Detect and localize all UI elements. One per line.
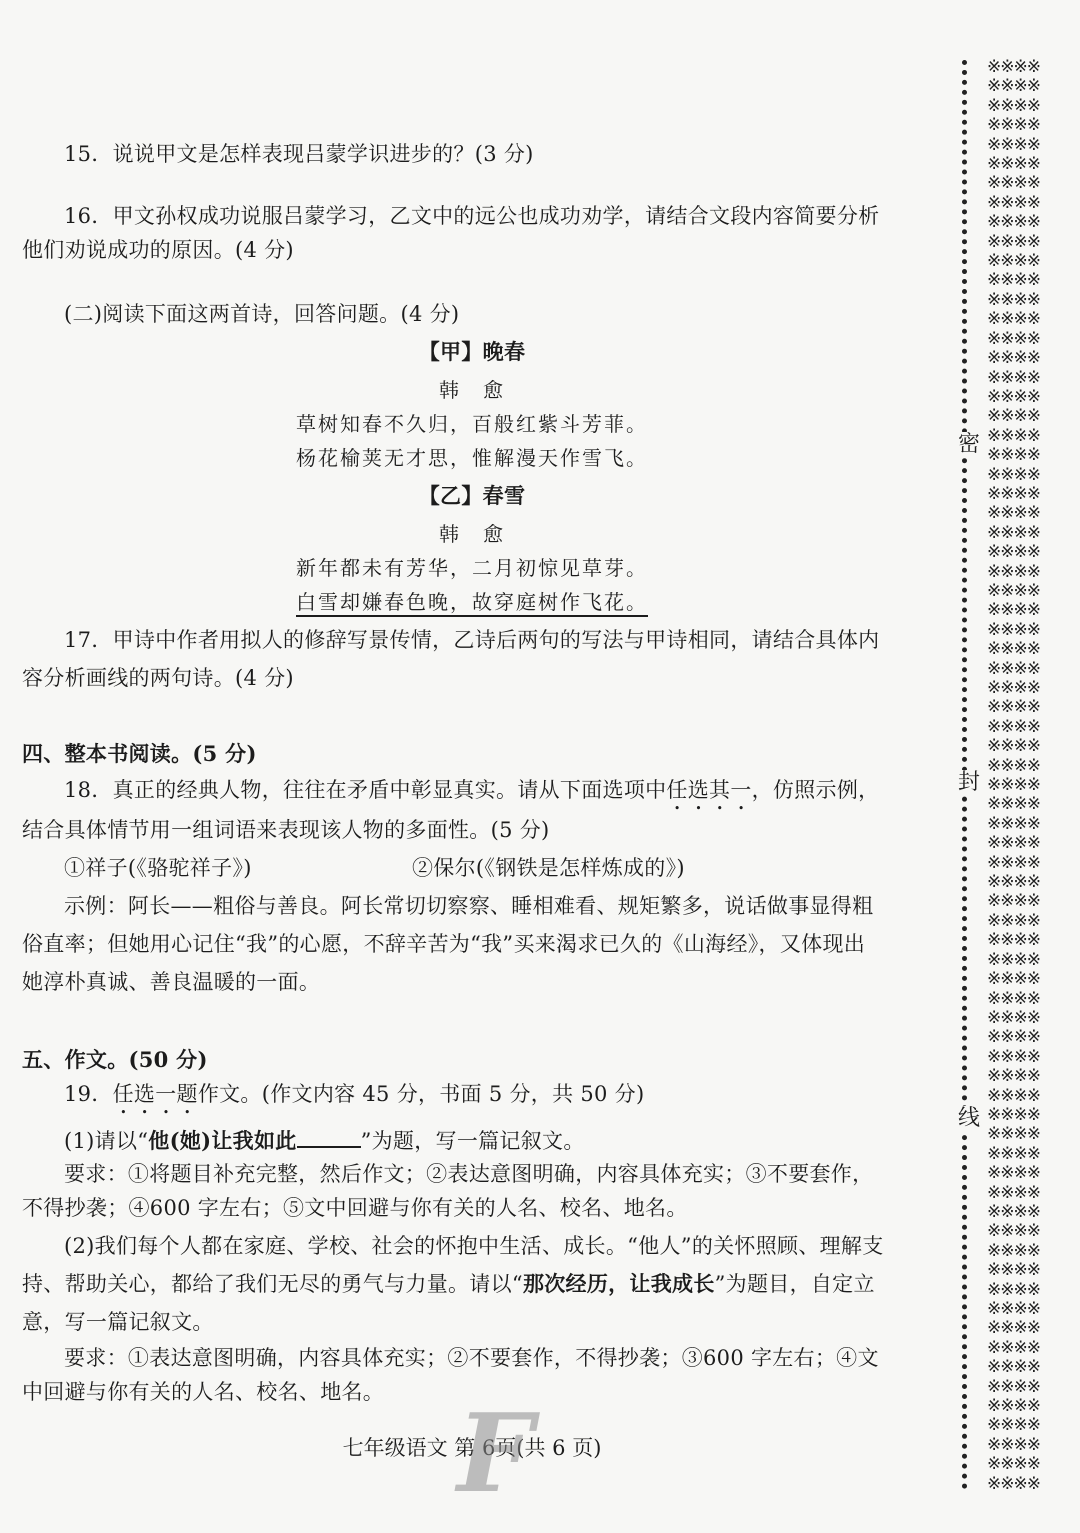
pattern-row: ※※※※ — [987, 173, 1040, 194]
poem-a-author: 韩 愈 — [439, 378, 505, 402]
prompt-2-title: 那次经历，让我成长 — [522, 1271, 715, 1296]
pattern-row: ※※※※ — [987, 58, 1040, 77]
pattern-row: ※※※※ — [987, 1221, 1040, 1242]
poem-b-author: 韩 愈 — [439, 522, 505, 546]
pattern-row: ※※※※ — [987, 386, 1040, 407]
prompt-1-text-b: ”为题，写一篇记叙文。 — [360, 1129, 585, 1153]
question-17-line1: 17．甲诗中作者用拟人的修辞写景传情，乙诗后两句的写法与甲诗相同，请结合具体内 — [64, 628, 880, 652]
pattern-row: ※※※※ — [987, 1473, 1040, 1494]
question-19-number: 19． — [64, 1082, 113, 1106]
pattern-row: ※※※※ — [987, 212, 1040, 233]
pattern-row: ※※※※ — [987, 580, 1040, 601]
pattern-row: ※※※※ — [987, 872, 1040, 893]
pattern-row: ※※※※ — [987, 678, 1040, 698]
prompt-1-text-a: (1)请以“ — [64, 1129, 149, 1153]
pattern-row: ※※※※ — [987, 852, 1040, 873]
poem-a-line1: 草树知春不久归，百般红紫斗芳菲。 — [296, 412, 648, 436]
prompt-2-req-line1: 要求：①表达意图明确，内容具体充实；②不要套作，不得抄袭；③600 字左右；④文 — [64, 1346, 879, 1370]
pattern-row: ※※※※ — [987, 542, 1040, 563]
pattern-row: ※※※※ — [987, 289, 1040, 310]
prompt-1 — [64, 1126, 585, 1155]
option-2-baoer: ②保尔(《钢铁是怎样炼成的》) — [412, 856, 685, 880]
pattern-row: ※※※※ — [987, 251, 1040, 272]
pattern-row: ※※※※ — [987, 367, 1040, 388]
prompt-2-req-line2: 中回避与你有关的人名、校名、地名。 — [22, 1380, 385, 1404]
pattern-row: ※※※※ — [987, 483, 1040, 504]
prompt-1-title: 他(她)让我如此 — [148, 1128, 297, 1153]
pattern-row: ※※※※ — [987, 949, 1040, 970]
pattern-row: ※※※※ — [987, 1396, 1040, 1417]
binding-mark-mi: 密 — [957, 432, 980, 457]
pattern-row: ※※※※ — [987, 988, 1040, 1009]
pattern-row: ※※※※ — [987, 522, 1040, 543]
question-15: 15．说说甲文是怎样表现吕蒙学识进步的？(3 分) — [64, 142, 534, 166]
section-4-heading: 四、整本书阅读。(5 分) — [22, 741, 257, 766]
section-5-heading: 五、作文。(50 分) — [22, 1047, 208, 1072]
pattern-row: ※※※※ — [987, 348, 1040, 369]
pattern-row: ※※※※ — [987, 1454, 1040, 1475]
binding-pattern-column — [987, 58, 1073, 1498]
title-blank — [297, 1126, 361, 1148]
underlined-poem-line: 白雪却嫌春色晚，故穿庭树作飞花。 — [296, 590, 648, 617]
pattern-row: ※※※※ — [987, 639, 1040, 660]
poem-b-line1: 新年都未有芳华，二月初惊见草芽。 — [296, 556, 648, 580]
pattern-row: ※※※※ — [987, 561, 1040, 582]
pattern-row: ※※※※ — [987, 445, 1040, 466]
pattern-row: ※※※※ — [987, 1201, 1040, 1222]
pattern-row: ※※※※ — [987, 969, 1040, 990]
binding-mark-xian: 线 — [957, 1106, 980, 1131]
question-16-line1: 16．甲文孙权成功说服吕蒙学习，乙文中的远公也成功劝学，请结合文段内容简要分析 — [64, 204, 880, 228]
section-2-intro: (二)阅读下面这两首诗，回答问题。(4 分) — [64, 302, 460, 326]
pattern-row: ※※※※ — [987, 425, 1040, 446]
pattern-row: ※※※※ — [987, 794, 1040, 815]
question-16-line2: 他们劝说成功的原因。(4 分) — [22, 238, 294, 262]
page-footer: 七年级语文 第 6页(共 6 页) — [342, 1436, 602, 1460]
pattern-row: ※※※※ — [987, 115, 1040, 136]
pattern-row: ※※※※ — [987, 1434, 1040, 1455]
pattern-row: ※※※※ — [987, 1260, 1040, 1281]
poem-b-line2 — [22, 588, 922, 616]
pattern-row: ※※※※ — [987, 833, 1040, 854]
pattern-row: ※※※※ — [987, 1027, 1040, 1048]
pattern-row: ※※※※ — [987, 697, 1040, 718]
question-18-line1 — [64, 776, 879, 815]
option-1-xiangzi: ①祥子(《骆驼祥子》) — [64, 856, 252, 880]
pattern-row: ※※※※ — [987, 231, 1040, 252]
emphasis-choose-one: 任选其一 — [666, 778, 752, 802]
pattern-row: ※※※※ — [987, 76, 1040, 97]
pattern-row: ※※※※ — [987, 95, 1040, 116]
pattern-row: ※※※※ — [987, 309, 1040, 330]
prompt-2-text-a: 持、帮助关心，都给了我们无尽的勇气与力量。请以“ — [22, 1272, 523, 1296]
prompt-1-req-line1: 要求：①将题目补充完整，然后作文；②表达意图明确，内容具体充实；③不要套作， — [64, 1162, 874, 1186]
example-line3: 她淳朴真诚、善良温暖的一面。 — [22, 970, 321, 994]
pattern-row: ※※※※ — [987, 600, 1040, 621]
prompt-2-line1: (2)我们每个人都在家庭、学校、社会的怀抱中生活、成长。“他人”的关怀照顾、理解支 — [64, 1234, 884, 1258]
pattern-row: ※※※※ — [987, 1046, 1040, 1067]
question-18-text-b: ，仿照示例， — [751, 778, 880, 802]
question-19 — [64, 1080, 644, 1119]
poem-a-line2: 杨花榆荚无才思，惟解漫天作雪飞。 — [296, 446, 648, 470]
pattern-row: ※※※※ — [987, 134, 1040, 155]
pattern-row: ※※※※ — [987, 1182, 1040, 1203]
pattern-row: ※※※※ — [987, 406, 1040, 427]
pattern-row: ※※※※ — [987, 1007, 1040, 1028]
pattern-row: ※※※※ — [987, 775, 1040, 796]
pattern-row: ※※※※ — [987, 930, 1040, 951]
pattern-row: ※※※※ — [987, 1318, 1040, 1339]
pattern-row: ※※※※ — [987, 619, 1040, 640]
pattern-row: ※※※※ — [987, 192, 1040, 213]
pattern-row: ※※※※ — [987, 1240, 1040, 1261]
prompt-2-text-b: ”为题目，自定立 — [714, 1272, 875, 1296]
pattern-row: ※※※※ — [987, 1066, 1040, 1087]
pattern-row: ※※※※ — [987, 1085, 1040, 1106]
pattern-row: ※※※※ — [987, 755, 1040, 776]
poem-a-title: 【甲】晚春 — [418, 339, 526, 364]
pattern-row: ※※※※ — [987, 1357, 1040, 1378]
pattern-row: ※※※※ — [987, 1299, 1040, 1319]
pattern-row: ※※※※ — [987, 154, 1040, 175]
question-19-text: 作文。(作文内容 45 分，书面 5 分，共 50 分) — [197, 1082, 645, 1106]
pattern-row: ※※※※ — [987, 503, 1040, 524]
example-line1: 示例：阿长——粗俗与善良。阿长常切切察察、睡相难看、规矩繁多，说话做事显得粗 — [64, 894, 874, 918]
pattern-row: ※※※※ — [987, 1163, 1040, 1184]
pattern-row: ※※※※ — [987, 716, 1040, 737]
pattern-row: ※※※※ — [987, 1124, 1040, 1145]
pattern-row: ※※※※ — [987, 658, 1040, 679]
pattern-row: ※※※※ — [987, 813, 1040, 834]
example-line2: 俗直率；但她用心记住“我”的心愿，不辞辛苦为“我”买来渴求已久的《山海经》，又体现出 — [22, 932, 866, 956]
pattern-row: ※※※※ — [987, 270, 1040, 291]
question-18-text-a: 18．真正的经典人物，往往在矛盾中彰显真实。请从下面选项中 — [64, 778, 667, 802]
pattern-row: ※※※※ — [987, 1337, 1040, 1358]
binding-mark-feng: 封 — [957, 770, 980, 795]
prompt-2-line3: 意，写一篇记叙文。 — [22, 1310, 214, 1334]
question-18-line2: 结合具体情节用一组词语来表现该人物的多面性。(5 分) — [22, 818, 550, 842]
pattern-row: ※※※※ — [987, 1104, 1040, 1125]
pattern-row: ※※※※ — [987, 1279, 1040, 1300]
pattern-row: ※※※※ — [987, 1143, 1040, 1164]
prompt-2-line2 — [22, 1270, 875, 1298]
question-17-line2: 容分析画线的两句诗。(4 分) — [22, 666, 294, 690]
poem-b-title: 【乙】春雪 — [418, 483, 526, 508]
emphasis-choose-topic: 任选一题 — [112, 1082, 198, 1106]
watermark-letter: F — [457, 1391, 534, 1517]
pattern-row: ※※※※ — [987, 328, 1040, 349]
pattern-row: ※※※※ — [987, 1415, 1040, 1436]
pattern-row: ※※※※ — [987, 1376, 1040, 1397]
prompt-1-req-line2: 不得抄袭；④600 字左右；⑤文中回避与你有关的人名、校名、地名。 — [22, 1196, 688, 1220]
pattern-row: ※※※※ — [987, 464, 1040, 485]
pattern-row: ※※※※ — [987, 736, 1040, 757]
pattern-row: ※※※※ — [987, 891, 1040, 912]
pattern-row: ※※※※ — [987, 910, 1040, 931]
